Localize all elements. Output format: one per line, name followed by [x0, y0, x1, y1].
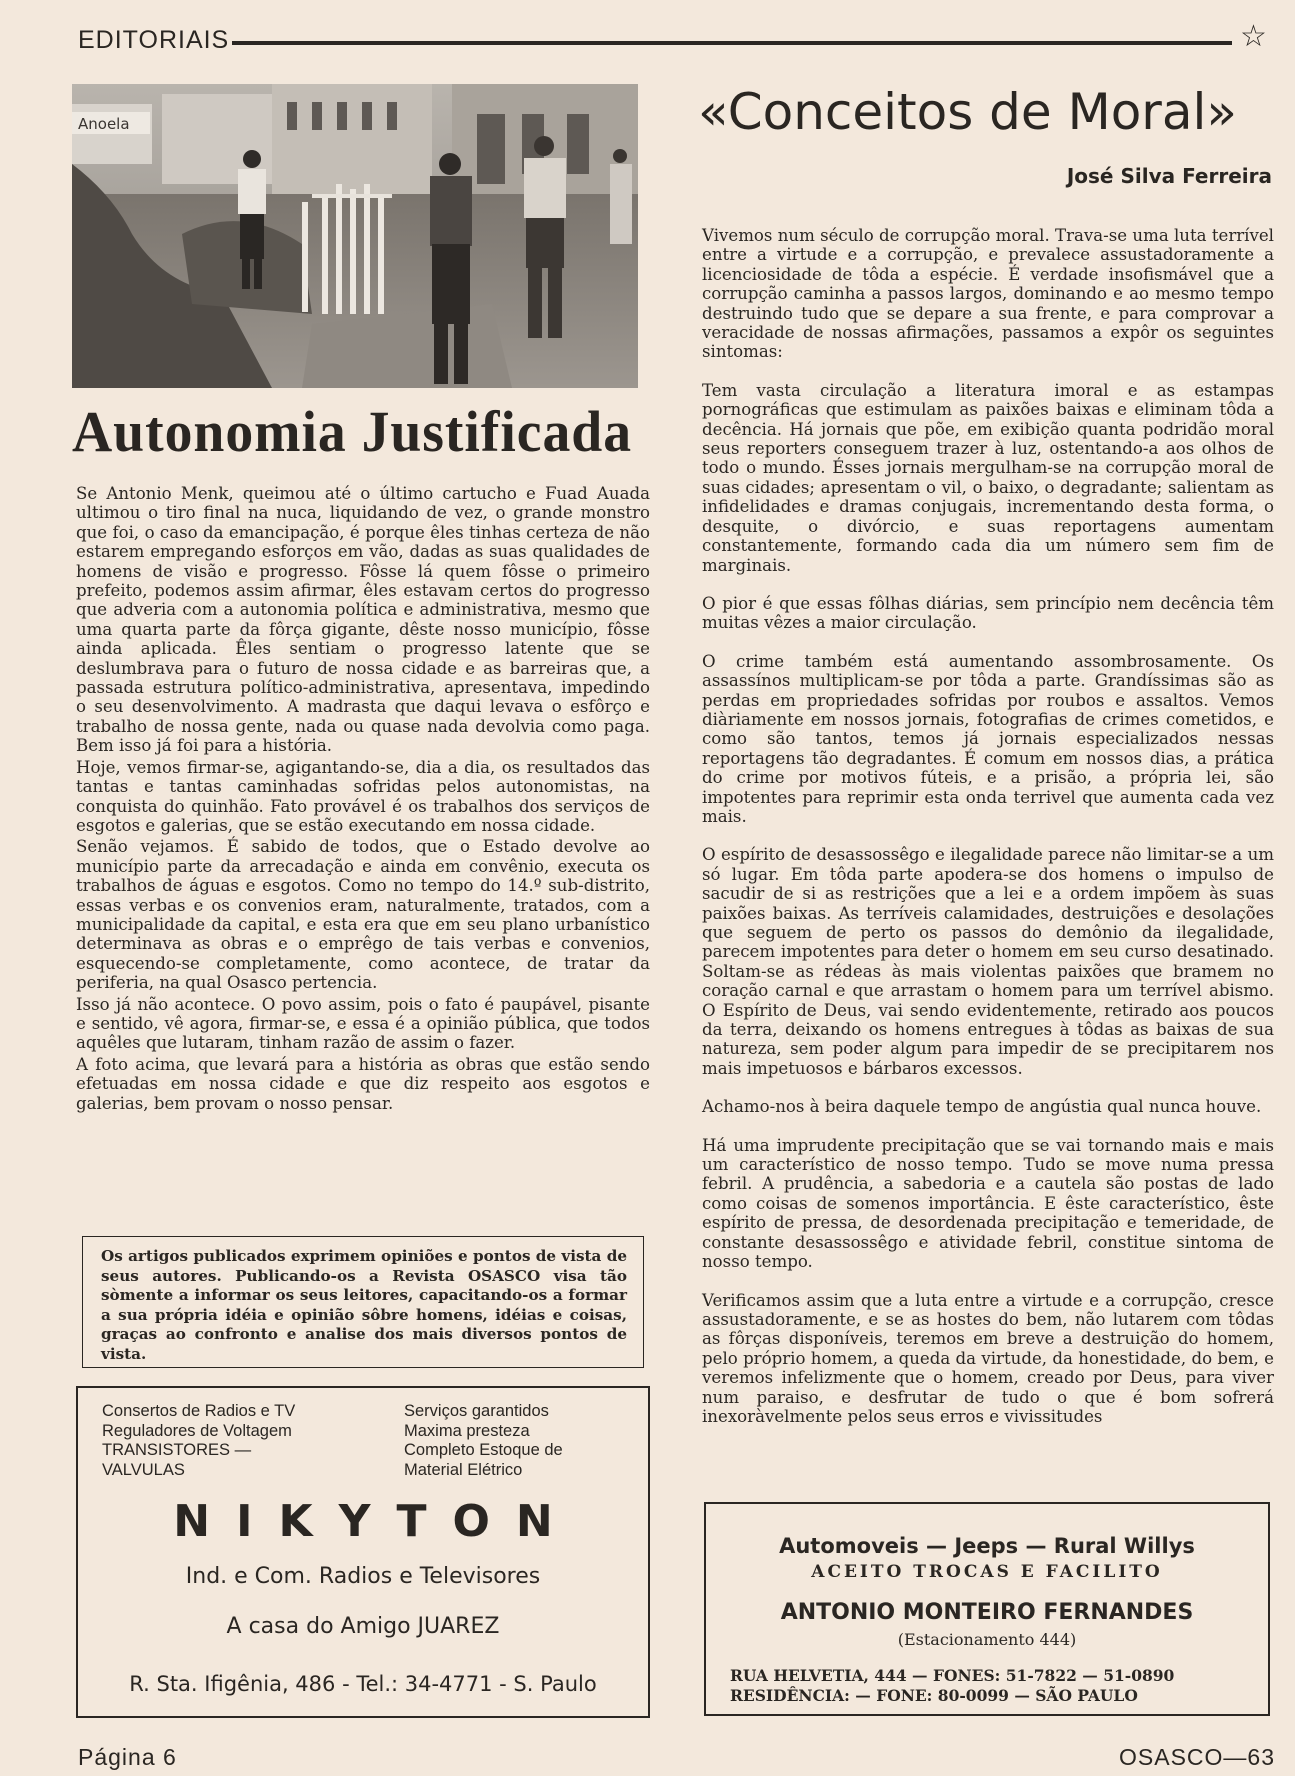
nikyton-advertisement: [76, 1386, 650, 1718]
right-paragraph: Vivemos num século de corrupção moral. Trava-se uma luta terrível entre a virtude e a corrupção, e prevalece assustadoramente a licenciosidade de tôda a espécie. É verdade insofismável que a corrupção caminha a passos largos, dominando e ao mesmo tempo destruindo tudo que se depare a sua frente, e para comprovar a veracidade de nossas afirmações, passamos a expôr os seguintes sintomas:: [702, 226, 1274, 362]
right-article-title: «Conceitos de Moral»: [698, 83, 1237, 141]
ad-parking-line: (Estacionamento 444): [897, 1630, 1077, 1649]
page-number: Página 6: [78, 1744, 177, 1770]
right-paragraph: O crime também está aumentando assombrosamente. Os assassínos multiplicam-se por tôda a parte. Grandíssimas são as perdas em propriedades sofridas por roubos e assaltos. Vemos diàriamente em nossos jornais, fotografias de crimes cometidos, e como são tantos, temos já jornais especializados nessas reportagens tão degradantes. É comum em nossos dias, a prática do crime por motivos fúteis, e a prisão, a própria lei, são impotentes para reprimir esta onda terrivel que aumenta cada vez mais.: [702, 651, 1274, 826]
right-paragraph: Tem vasta circulação a literatura imoral e as estampas pornográficas que estimulam as paixões baixas e eliminam tôda a decência. Há jornais que põe, em exibição quanta podridão moral seus reporters conseguem trazer à luz, ostentando-a aos olhos de todo o mundo. Ésses jornais mergulham-se na corrupção moral de suas cidades; apresentam o vil, o baixo, o degradante; salientam as infidelidades e dramas conjugais, incrementando desta forma, o desquite, o divórcio, e suas reportagens aumentam constantemente, formando cada dia um número sem fim de marginais.: [702, 380, 1274, 575]
star-icon: ☆: [1240, 19, 1267, 54]
right-paragraph: O espírito de desassossêgo e ilegalidade parece não limitar-se a um só lugar. Em tôda parte apodera-se dos homens o impulso de sacudir de si as restrições que a lei e a ordem impõem às suas paixões baixas. As terríveis calamidades, destruições e desolações que seguem de perto os passos do demônio da ilegalidade, parecem impotentes para deter o homem em seu curso desatinado. Soltam-se as rédeas às mais violentas paixões que bramem no coração carnal e que arrastam o homem para um terrível abismo. O Espírito de Deus, vai sendo evidentemente, retirado aos poucos da terra, deixando os homens entregues à tôdas as baixas de sua natureza, sem poder algum para impedir de se precipitarem nos mais impetuosos e bárbaros excessos.: [702, 845, 1274, 1078]
ad-address: R. Sta. Ifigênia, 486 - Tel.: 34-4771 - S. Paulo: [129, 1672, 597, 1696]
ad-service-item: Reguladores de Voltagem: [102, 1421, 292, 1440]
article-author: José Silva Ferreira: [1066, 164, 1272, 188]
ad-brand-name: NIKYTON: [173, 1496, 579, 1547]
ad-subtitle: Ind. e Com. Radios e Televisores: [185, 1564, 541, 1589]
construction-photo: [72, 84, 638, 388]
ad-services-list: [102, 1402, 295, 1480]
right-paragraph: Achamo-nos à beira daquele tempo de angústia qual nunca houve.: [702, 1097, 1262, 1117]
ad-street-phones: RUA HELVETIA, 444 — FONES: 51-7822 — 51-0890: [730, 1666, 1175, 1685]
left-paragraph: A foto acima, que levará para a história as obras que estão sendo efetuadas em nossa cidade e que diz respeito aos esgotos e galerias, bem provam o nosso pensar.: [76, 1054, 650, 1113]
right-paragraph: O pior é que essas fôlhas diárias, sem princípio nem decência têm muitas vêzes a maior circulação.: [702, 593, 1274, 633]
right-article-body: [702, 226, 1274, 1445]
car-dealer-advertisement: [704, 1502, 1270, 1716]
ad-service-item: TRANSISTORES —: [102, 1441, 252, 1459]
header-rule: [232, 41, 1232, 45]
left-paragraph: Se Antonio Menk, queimou até o último cartucho e Fuad Auada ultimou o tiro final na nuca, liquidando de vez, o grande monstro que foi, o caso da emancipação, é porque êles tinhas certeza de não estarem empregando esforços em vão, dadas as suas qualidades de homens de visão e progresso. Fôsse lá quem fôsse o primeiro prefeito, podemos assim afirmar, êles estavam certos do progresso que adveria com a autonomia política e administrativa, mesmo que uma quarta parte da fôrça gigante, dêste nosso município, fôsse ainda aplicada. Êles sentiam o progresso latente que se deslumbrava para o futuro de nossa cidade e as barreiras que, a passada estrutura político-administrativa, apresentava, impedindo o seu desenvolvimento. A madrasta que daqui levava o esfôrço e trabalho de nossa gente, nada ou quase nada devolvia como paga. Bem isso já foi para a história.: [76, 484, 650, 756]
disclaimer-text: Os artigos publicados exprimem opiniões e pontos de vista de seus autores. Publicando-os a Revista OSASCO visa tão sòmente a informar os seus leitores, capacitando-os a formar a sua própria idéia e opinião sôbre homens, idéias e coisas, graças ao confronto e analise dos mais diversos pontos de vista.: [101, 1247, 627, 1363]
left-paragraph: Senão vejamos. É sabido de todos, que o Estado devolve ao município parte da arrecadação e ainda em convênio, executa os trabalhos de águas e esgotos. Como no tempo do 14.º sub-distrito, essas verbas e os convenios eram, naturalmente, tratados, com a municipalidade da capital, e esta era que em seu plano urbanístico determinava as obras e o emprêgo de tais verbas e convenios, esquecendo-se completamente, como acontece, de tratar da periferia, na qual Osasco pertencia.: [76, 837, 650, 993]
ad-service-item: Consertos de Radios e TV: [102, 1402, 296, 1420]
ad-residence-phone: RESIDÊNCIA: — FONE: 80-0099 — SÃO PAULO: [730, 1686, 1138, 1705]
left-article-body: [76, 484, 650, 1115]
left-paragraph: Hoje, vemos firmar-se, agigantando-se, dia a dia, os resultados das tantas e tantas caminhadas sofridas pelos autonomistas, na conquista do quinhão. Fato provável é os trabalhos dos serviços de esgotos e galerias, que se estão executando em nossa cidade.: [76, 757, 650, 835]
ad-guarantees-list: [404, 1402, 563, 1480]
ad-tagline: A casa do Amigo JUAREZ: [226, 1614, 500, 1639]
ad-vehicles-line: Automoveis — Jeeps — Rural Willys: [779, 1534, 1195, 1558]
ad-guarantee-item: Maxima presteza: [404, 1421, 530, 1440]
right-paragraph: Verificamos assim que a luta entre a virtude e a corrupção, cresce assustadoramente, e se as hostes do bem, não lutarem com tôdas as fôrças disponíveis, teremos em breve a destruição do homem, pelo próprio homem, a queda da virtude, da honestidade, do bem, e veremos infelizmente que o homem, creado por Deus, para viver num paraiso, e desfrutar de tudo o que é bom sofrerá inexoràvelmente pelos seus erros e vivissitudes: [702, 1290, 1274, 1426]
left-article-title: Autonomia Justificada: [72, 399, 632, 464]
ad-guarantee-item: Material Elétrico: [404, 1460, 523, 1479]
ad-service-item: VALVULAS: [102, 1460, 185, 1479]
left-paragraph: Isso já não acontece. O povo assim, pois o fato é paupável, pisante e sentido, vê agora, firmar-se, e essa é a opinião pública, que todos aquêles que lutaram, tinham razão de assim o fazer.: [76, 994, 650, 1053]
ad-guarantee-item: Serviços garantidos: [404, 1402, 549, 1420]
photo-sign-text: Anoela: [78, 115, 130, 133]
publication-issue: OSASCO—63: [1119, 1744, 1275, 1770]
ad-dealer-name: ANTONIO MONTEIRO FERNANDES: [780, 1600, 1194, 1625]
ad-guarantee-item: Completo Estoque de: [404, 1441, 563, 1459]
right-paragraph: Há uma imprudente precipitação que se vai tornando mais e mais um característico de nosso tempo. Tudo se move numa pressa febril. A prudência, a sabedoria e a cautela são postas de lado como coisas de somenos importância. E êste característico, êste espírito de pressa, de desordenada precipitação e temeridade, de constante desassossêgo e atividade febril, constitue sintoma de nosso tempo.: [702, 1135, 1274, 1272]
editorial-disclaimer: [82, 1236, 644, 1368]
ad-trade-line: ACEITO TROCAS E FACILITO: [811, 1562, 1163, 1582]
section-label: EDITORIAIS: [78, 26, 230, 54]
